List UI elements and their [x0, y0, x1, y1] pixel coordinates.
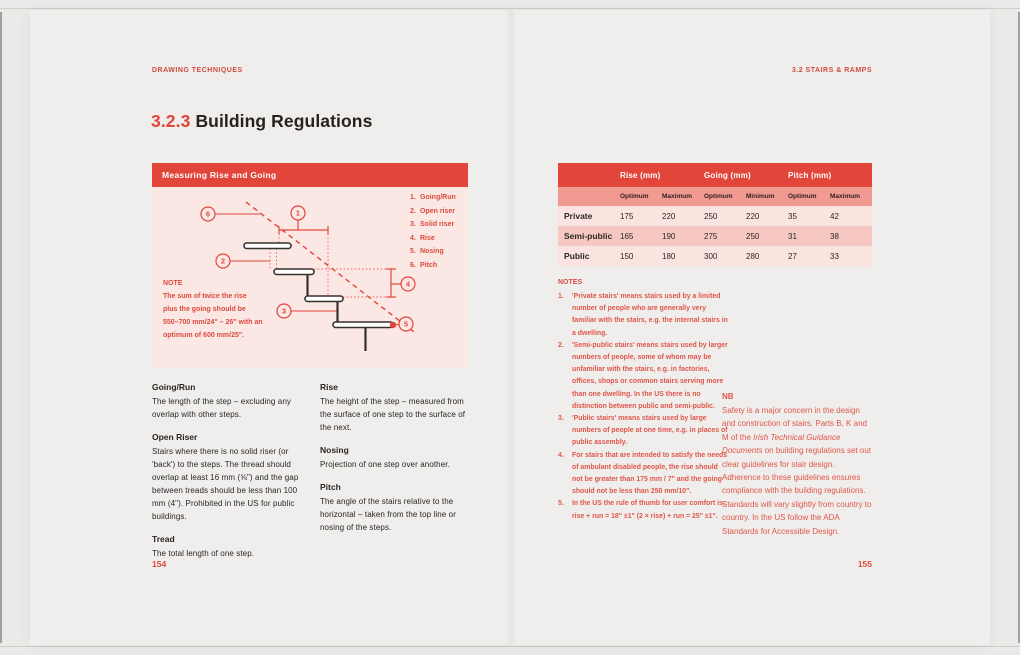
marker-4: 4: [405, 279, 411, 289]
table-row-label: Public: [558, 246, 620, 266]
notes-title: NOTES: [558, 279, 583, 286]
note-text: In the US the rule of thumb for user comfort is: rise + run = 18" ±1" (2 × rise) + run = 25" ±1".: [572, 500, 726, 520]
definition-body: Stairs where there is no solid riser (or 'back') to the steps. The thread should overlap at least 16 mm (⅝") and the gap between treads should be less than 100 mm (4"). Prohibited in the US for public buildings.: [152, 447, 299, 521]
note-item: [558, 291, 728, 340]
legend-item: [410, 232, 456, 246]
figure-note-title: NOTE: [163, 280, 183, 287]
note-text: 'Semi-public stairs' means stairs used by larger numbers of people, some of whom may be unfamiliar with the stairs, e.g. in factories, offices, shops or common stairs serving more than one dwelling. In the US there is no distinction between public and semi-public.: [572, 341, 728, 410]
figure-note-line: optimum of 600 mm/25".: [163, 332, 245, 339]
construction-dotted-lines: [270, 230, 391, 297]
table-subheader: Optimum: [704, 187, 746, 206]
page-number-right: 155: [857, 559, 872, 569]
figure-legend: [410, 191, 456, 272]
note-text: 'Public stairs' means stairs used by large numbers of people at one time, e.g. in places of public assembly.: [572, 415, 728, 447]
definition-body: The total length of one step.: [152, 549, 255, 558]
table-group-header: Pitch (mm): [788, 163, 872, 187]
definition-body: The height of the step – measured from the surface of one step to the surface of the next.: [320, 397, 466, 432]
legend-num: 4.: [410, 234, 416, 242]
table-subheader: Maximum: [662, 187, 704, 206]
nb-text: [722, 404, 874, 538]
section-title: Building Regulations: [195, 111, 373, 131]
table-cell: 165: [620, 226, 662, 246]
note-number: 5.: [558, 500, 564, 508]
table-cell: 38: [830, 226, 872, 246]
definition-body: Projection of one step over another.: [320, 460, 450, 469]
table-cell: 250: [746, 226, 788, 246]
notes-section: [558, 279, 728, 523]
photo-left-edge: [0, 12, 2, 643]
table-cell: 33: [830, 246, 872, 266]
definition-term: Tread: [152, 534, 175, 544]
book-spine: [505, 10, 517, 645]
definition-term: Open Riser: [152, 432, 198, 442]
marker-6: 6: [205, 209, 211, 219]
legend-label: Open riser: [420, 207, 456, 215]
definition-term: Pitch: [320, 482, 341, 492]
marker-2: 2: [220, 256, 226, 266]
section-number: 3.2.3: [151, 111, 191, 131]
legend-label: Pitch: [420, 261, 438, 269]
legend-label: Solid riser: [420, 221, 455, 228]
note-item: [558, 413, 728, 450]
legend-num: 5.: [410, 248, 416, 255]
nb-text-after: on building regulations set out clear guidelines for stair design. Adherence to these guidelines ensures compliance with the building regulations. Standards will vary slightly from country to country. In the US follow the ADA Standards for Accessible Design.: [722, 446, 872, 536]
definition-body: The length of the step – excluding any overlap with other steps.: [152, 397, 292, 419]
marker-1: 1: [295, 208, 301, 218]
definition-tread: [152, 534, 308, 560]
table-cell: 280: [746, 246, 788, 266]
legend-num: 1.: [410, 194, 416, 201]
definition-term: Rise: [320, 382, 338, 392]
table-cell: 220: [662, 206, 704, 226]
legend-label: Nosing: [420, 248, 444, 255]
table-row-label: Private: [558, 206, 620, 226]
legend-item: [410, 259, 456, 273]
legend-label: Rise: [420, 234, 435, 242]
note-number: 1.: [558, 293, 564, 300]
table-corner-cell: [558, 163, 620, 187]
table-row-label: Semi-public: [558, 226, 620, 246]
legend-item: [410, 205, 456, 219]
photo-bottom-edge: [0, 646, 1020, 647]
definition-body: The angle of the stairs relative to the horizontal – taken from the top line or nosing of the steps.: [320, 497, 456, 532]
rise-measurement: [386, 269, 401, 297]
figure-title-bar: Measuring Rise and Going: [152, 163, 468, 187]
nb-section: [722, 392, 874, 538]
table-subheader: Maximum: [830, 187, 872, 206]
definition-rise: [320, 382, 472, 434]
note-number: 4.: [558, 451, 564, 459]
solid-risers: [308, 274, 366, 351]
table-subheader: Optimum: [788, 187, 830, 206]
definition-going-run: [152, 382, 308, 421]
legend-item: [410, 191, 456, 205]
table-cell: 275: [704, 226, 746, 246]
definition-term: Going/Run: [152, 382, 196, 392]
definitions-column-1: [152, 382, 308, 571]
figure-note-line: The sum of twice the rise: [163, 293, 247, 300]
legend-item: [410, 218, 456, 232]
table-cell: 300: [704, 246, 746, 266]
table-cell: 220: [746, 206, 788, 226]
note-number: 2.: [558, 341, 564, 349]
note-text: 'Private stairs' means stairs used by a limited number of people who are generally very familiar with the stairs, e.g. the internal stairs in a dwelling.: [572, 293, 728, 337]
table-subheader-empty: [558, 187, 620, 206]
table-cell: 250: [704, 206, 746, 226]
legend-num: 2.: [410, 207, 416, 215]
table-cell: 175: [620, 206, 662, 226]
note-item: [558, 450, 728, 499]
figure-body: [152, 187, 468, 368]
figure-measuring-rise-and-going: [152, 163, 468, 368]
note-text: For stairs that are intended to satisfy the needs of ambulant disabled people, the rise should not be greater than 175 mm / 7" and the going should not be less than 250 mm/10".: [572, 451, 728, 496]
table-cell: 35: [788, 206, 830, 226]
note-item: [558, 498, 728, 522]
table-cell: 190: [662, 226, 704, 246]
note-number: 3.: [558, 415, 564, 423]
note-item: [558, 340, 728, 413]
running-header-right: 3.2 STAIRS & RAMPS: [791, 67, 872, 74]
table-group-header: Going (mm): [704, 163, 788, 187]
table-subheader: Minimum: [746, 187, 788, 206]
definition-nosing: [320, 445, 472, 471]
table-cell: 180: [662, 246, 704, 266]
nosing-dot: [390, 322, 396, 328]
legend-item: [410, 245, 456, 259]
nb-text-italic: Irish Technical Guidance Documents: [722, 432, 841, 456]
marker-3: 3: [281, 306, 287, 316]
table-cell: 31: [788, 226, 830, 246]
figure-note-line: 550–700 mm/24" – 26" with an: [163, 319, 263, 326]
going-measurement: [279, 220, 328, 234]
page-title: [151, 111, 372, 132]
table-subheader: Optimum: [620, 187, 662, 206]
table-cell: 42: [830, 206, 872, 226]
definition-pitch: [320, 482, 472, 534]
running-header-left: DRAWING TECHNIQUES: [152, 67, 243, 74]
page-number-left: 154: [152, 559, 167, 569]
marker-5: 5: [403, 319, 409, 329]
photo-top-edge: [0, 8, 1020, 9]
nb-title: NB: [722, 392, 734, 401]
table-group-header: Rise (mm): [620, 163, 704, 187]
table-cell: 150: [620, 246, 662, 266]
figure-note-line: plus the going should be: [163, 306, 246, 313]
figure-note: [163, 277, 283, 342]
regulations-table: [558, 163, 872, 266]
legend-num: 6.: [410, 261, 416, 269]
definition-open-riser: [152, 432, 308, 523]
legend-label: Going/Run: [420, 194, 456, 201]
definitions-column-2: [320, 382, 472, 545]
table-cell: 27: [788, 246, 830, 266]
legend-num: 3.: [410, 221, 416, 228]
definition-term: Nosing: [320, 445, 349, 455]
nb-text-before: Safety is a major concern in the design and construction of stairs. Parts B, K and M of the: [722, 406, 867, 442]
